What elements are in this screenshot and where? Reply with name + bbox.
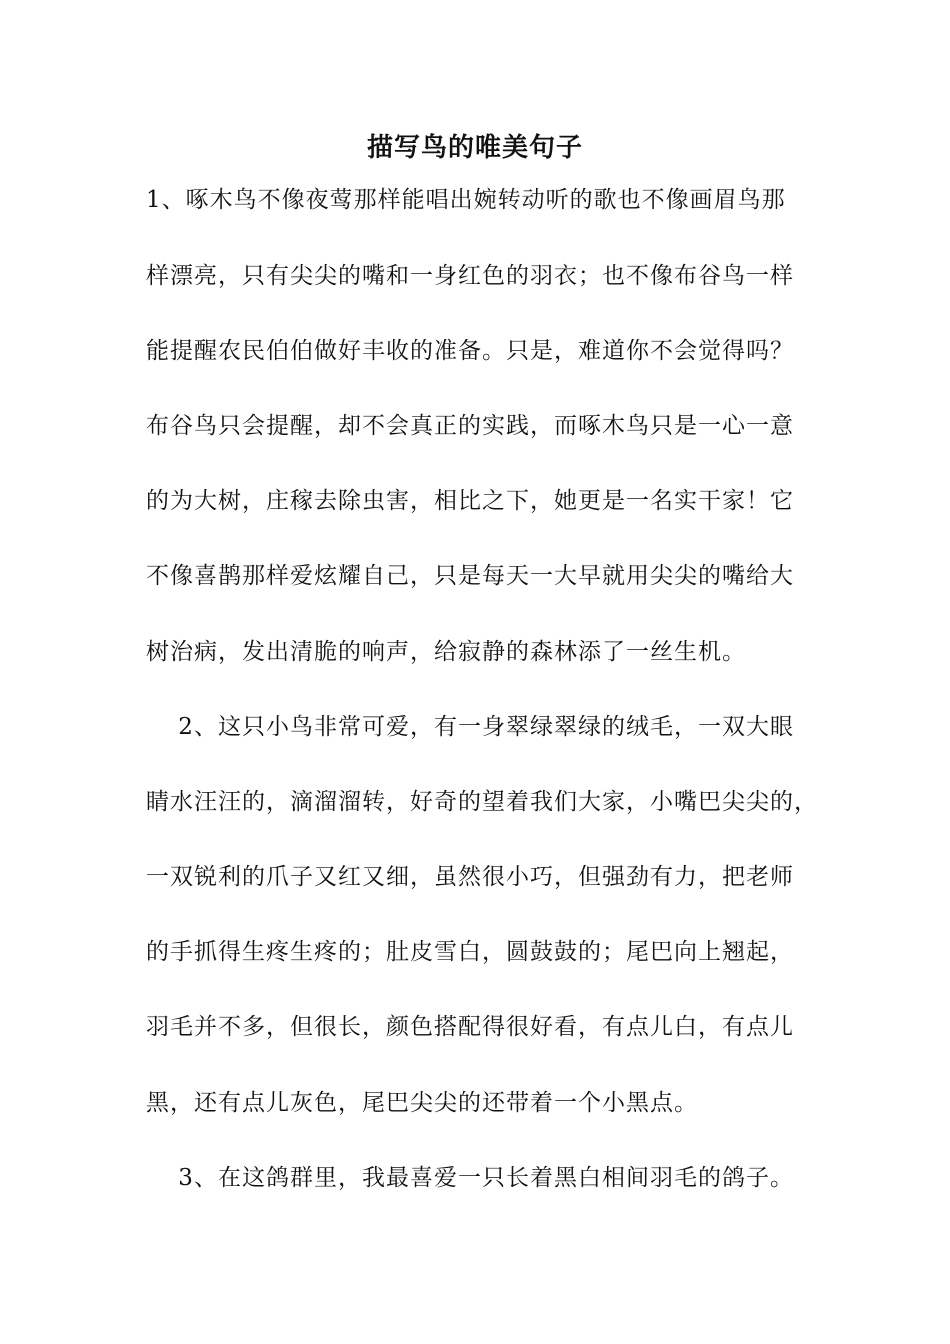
paragraph-line: 布谷鸟只会提醒，却不会真正的实践，而啄木鸟只是一心一意 — [146, 413, 794, 439]
paragraph-line: 2、这只小鸟非常可爱，有一身翠绿翠绿的绒毛，一双大眼 — [146, 714, 794, 740]
paragraph-line: 的为大树，庄稼去除虫害，相比之下，她更是一名实干家！它 — [146, 488, 794, 514]
paragraph-line: 睛水汪汪的，滴溜溜转，好奇的望着我们大家，小嘴巴尖尖的， — [146, 789, 818, 815]
paragraph-line: 样漂亮，只有尖尖的嘴和一身红色的羽衣；也不像布谷鸟一样 — [146, 263, 794, 289]
paragraph-line: 1、啄木鸟不像夜莺那样能唱出婉转动听的歌也不像画眉鸟那 — [146, 187, 786, 213]
paragraph-line: 不像喜鹊那样爱炫耀自己，只是每天一大早就用尖尖的嘴给大 — [146, 563, 794, 589]
paragraph-line: 的手抓得生疼生疼的；肚皮雪白，圆鼓鼓的；尾巴向上翘起， — [146, 939, 794, 965]
paragraph-line: 黑，还有点儿灰色，尾巴尖尖的还带着一个小黑点。 — [146, 1090, 698, 1116]
paragraph-line: 羽毛并不多，但很长，颜色搭配得很好看，有点儿白，有点儿 — [146, 1014, 794, 1040]
document-title: 描写鸟的唯美句子 — [366, 133, 583, 163]
paragraph-line: 树治病，发出清脆的响声，给寂静的森林添了一丝生机。 — [146, 639, 746, 665]
paragraph-line: 3、在这鸽群里，我最喜爱一只长着黑白相间羽毛的鸽子。 — [146, 1165, 794, 1191]
paragraph-line: 能提醒农民伯伯做好丰收的准备。只是，难道你不会觉得吗？ — [146, 338, 794, 364]
paragraph-line: 一双锐利的爪子又红又细，虽然很小巧，但强劲有力，把老师 — [146, 864, 794, 890]
